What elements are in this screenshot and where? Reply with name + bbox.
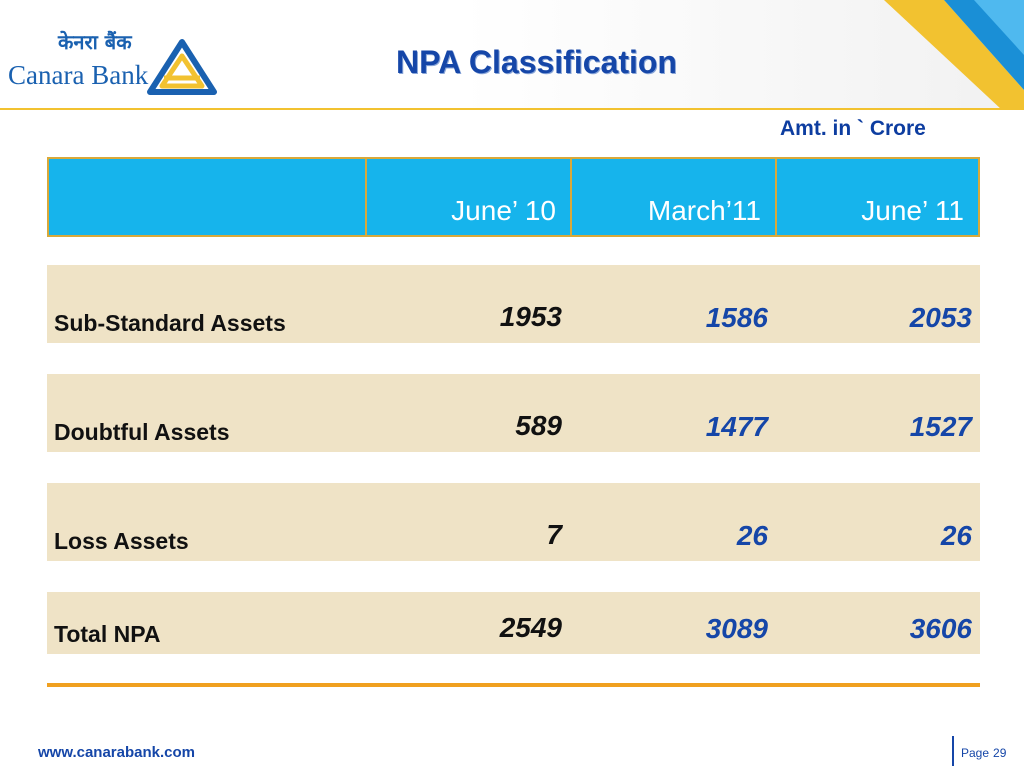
row-label: Sub-Standard Assets xyxy=(54,310,286,336)
footer-website-link[interactable]: www.canarabank.com xyxy=(38,744,196,761)
table-row-sub-standard xyxy=(47,265,980,343)
footer-divider xyxy=(952,736,954,766)
column-header-march-11 xyxy=(570,159,775,235)
page-number: 29 xyxy=(993,746,1007,760)
value-march-11: 26 xyxy=(736,520,768,551)
column-header-label: March’11 xyxy=(647,195,761,226)
value-june-10: 7 xyxy=(546,519,562,550)
value-june-11: 2053 xyxy=(909,302,972,333)
decorative-corner-stripes xyxy=(824,0,1024,110)
column-header-label: June’ 11 xyxy=(861,195,964,226)
canara-bank-logo xyxy=(0,26,236,100)
value-june-11: 1527 xyxy=(909,411,972,442)
amount-unit-note: Amt. in ` Crore xyxy=(780,117,926,140)
row-label: Doubtful Assets xyxy=(54,419,230,445)
page-indicator xyxy=(961,746,1006,760)
logo-hindi-text: केनरा बैंक xyxy=(58,30,132,54)
table-row-loss xyxy=(47,483,980,561)
table-row-total xyxy=(47,592,980,654)
column-header-june-10 xyxy=(365,159,570,235)
table-header-row xyxy=(47,157,980,237)
logo-english-text: Canara Bank xyxy=(8,60,149,90)
slide-header xyxy=(0,0,1024,110)
table-bottom-rule xyxy=(47,683,980,687)
column-header-june-11 xyxy=(775,159,978,235)
value-june-10: 589 xyxy=(515,410,562,441)
row-label: Loss Assets xyxy=(54,528,189,554)
value-june-11: 3606 xyxy=(909,613,972,644)
value-march-11: 1477 xyxy=(705,411,768,442)
page-label: Page xyxy=(961,746,990,760)
table-row-doubtful xyxy=(47,374,980,452)
value-june-10: 2549 xyxy=(499,612,562,643)
value-june-10: 1953 xyxy=(499,301,562,332)
value-march-11: 1586 xyxy=(705,302,768,333)
page-title: NPA Classification xyxy=(396,44,677,80)
value-march-11: 3089 xyxy=(705,613,768,644)
canara-triangle-icon xyxy=(142,38,222,98)
column-header-label: June’ 10 xyxy=(451,195,556,226)
value-june-11: 26 xyxy=(940,520,972,551)
row-label: Total NPA xyxy=(54,621,161,647)
